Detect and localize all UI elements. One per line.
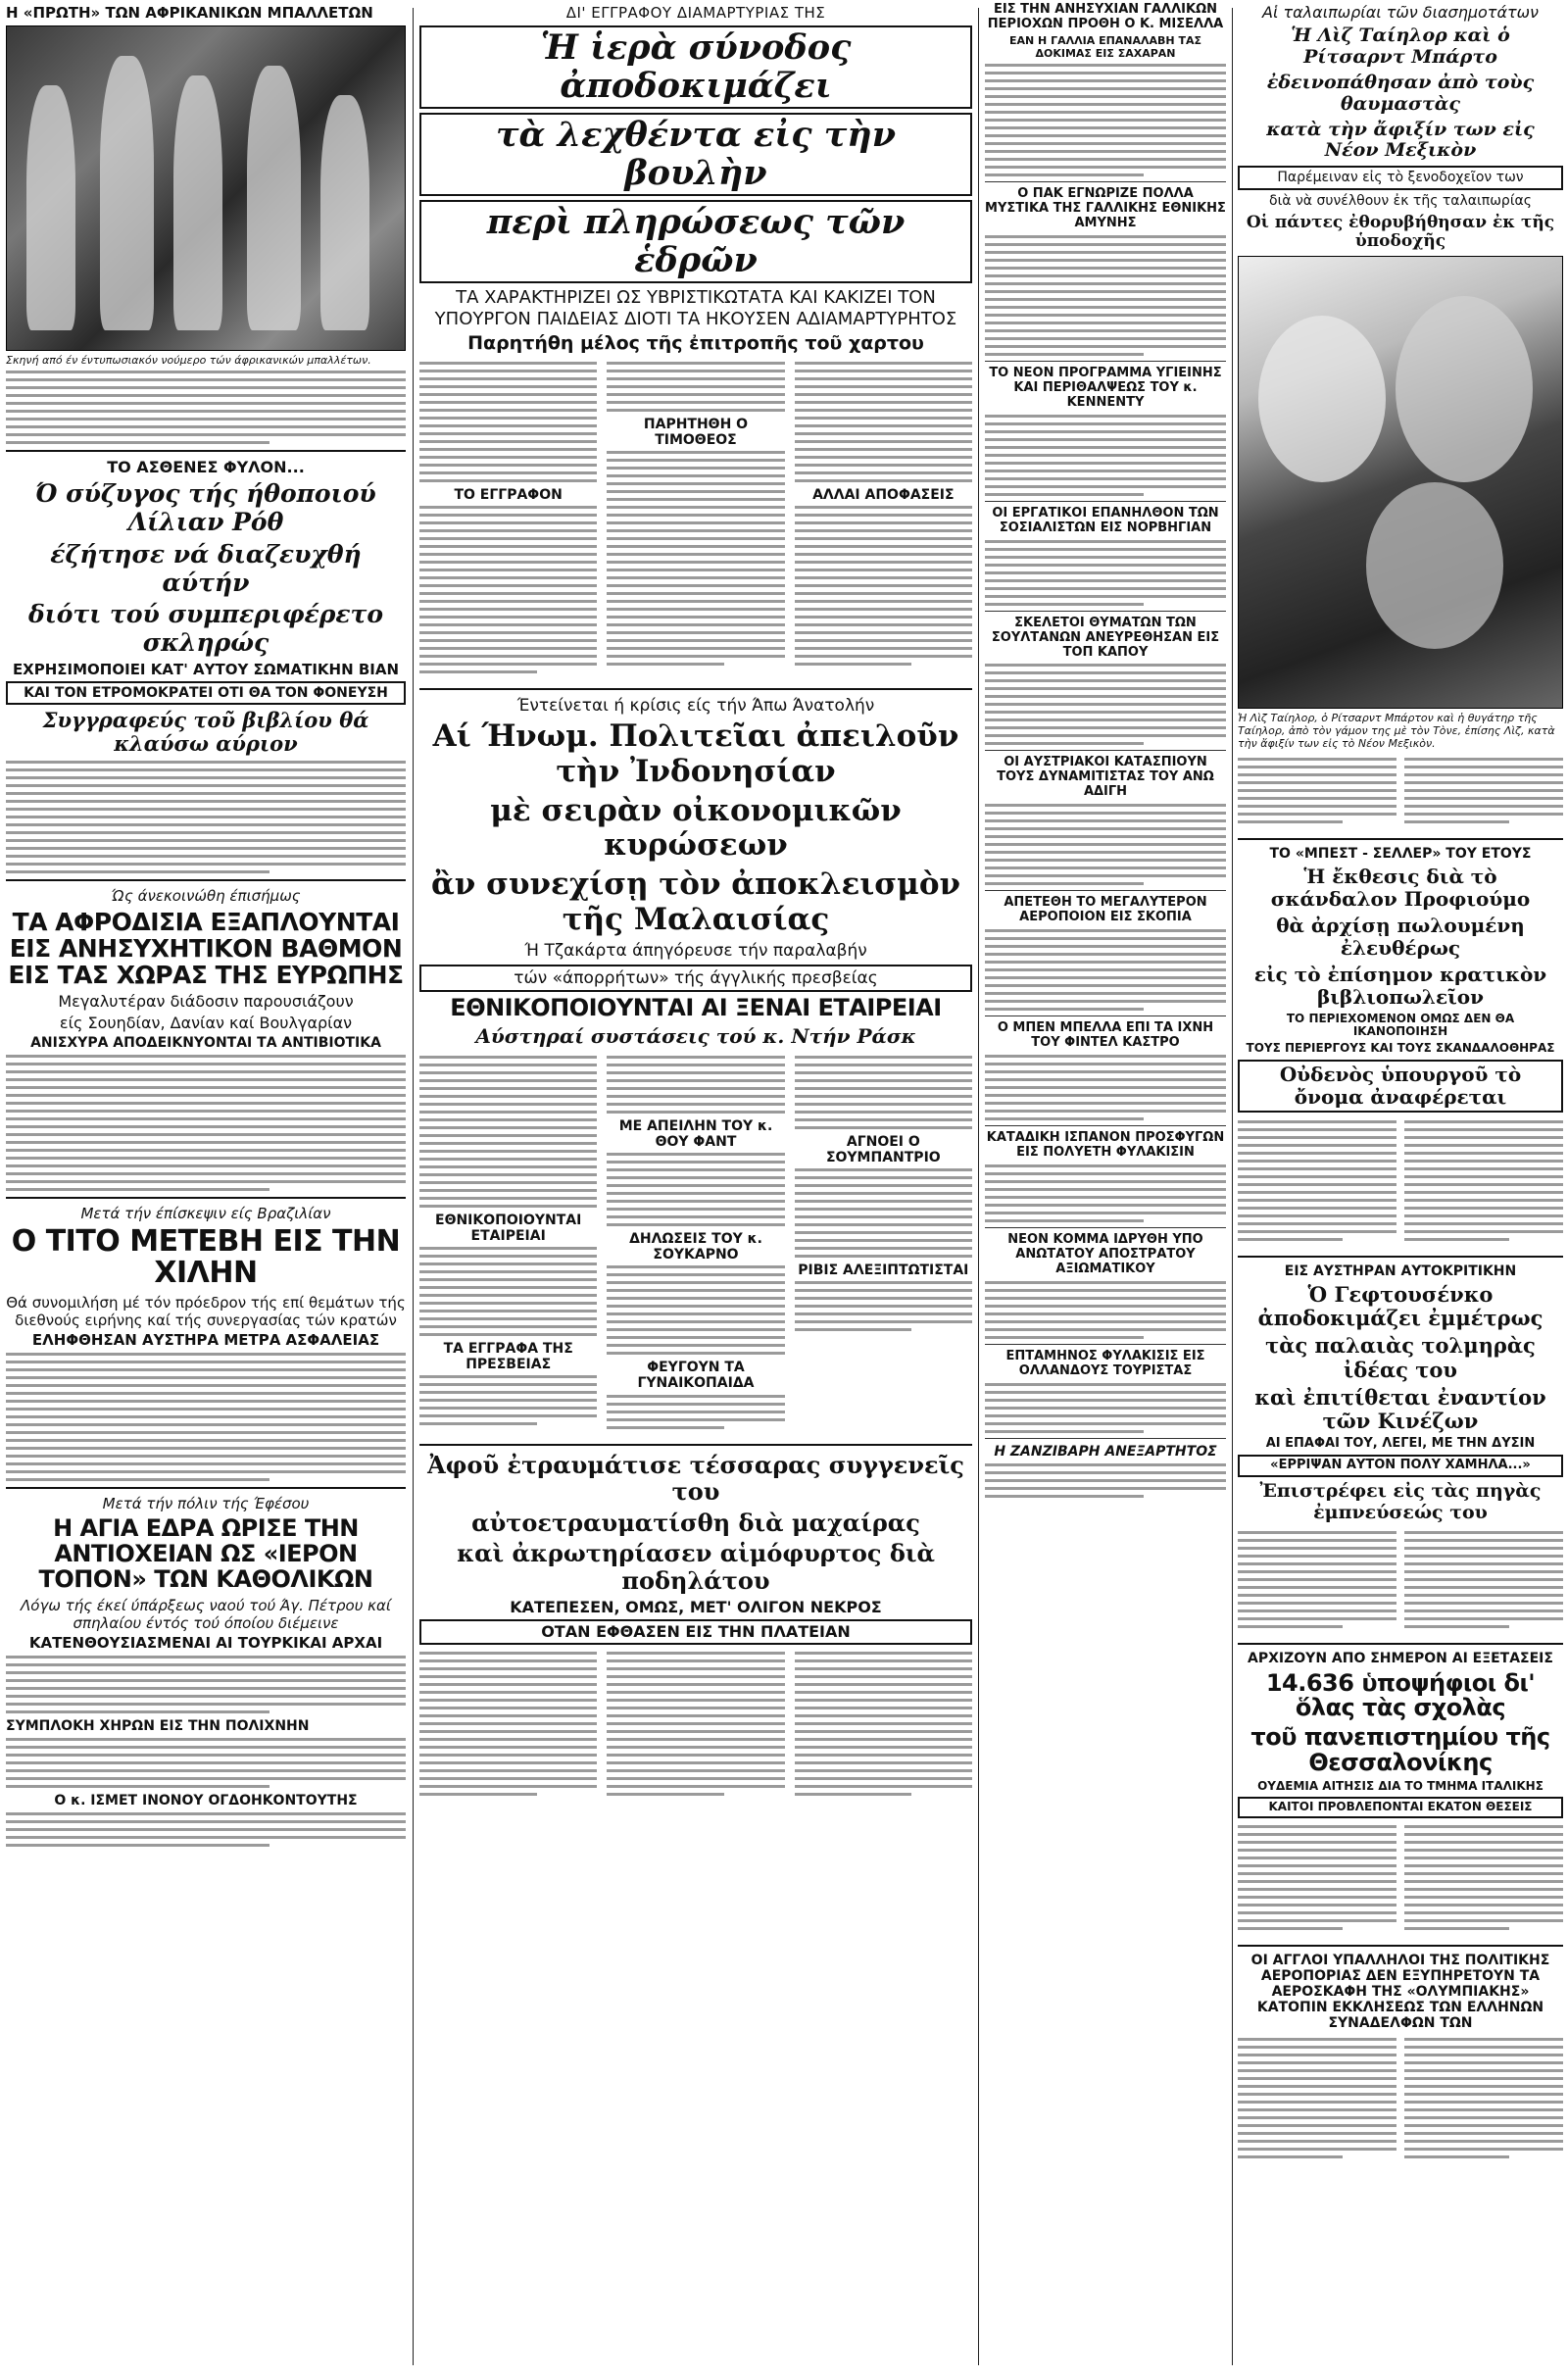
indonesia-kicker: Έντείνεται ή κρίσις είς τήν Άπω Άνατολήν (516, 696, 875, 717)
kennedy-headline: ΤΟ ΝΕΟΝ ΠΡΟΓΡΑΜΜΑ ΥΓΙΕΙΝΗΣ ΚΑΙ ΠΕΡΙΘΑΛΨΕΩΣ ΤΟΥ κ. ΚΕΝΝΕΝΤΥ (989, 365, 1222, 410)
section-allai: ΑΛΛΑΙ ΑΠΟΦΑΣΕΙΣ (812, 486, 955, 503)
column-left (6, 0, 406, 2377)
synod-headline-3: περὶ πληρώσεως τῶν ἑδρῶν (419, 200, 972, 283)
column-center (419, 0, 972, 2377)
taylor-subhead-1: Παρέμειναν εἰς τὸ ξενοδοχεῖον των (1238, 166, 1563, 190)
indonesia-headline-3: ἂν συνεχίσῃ τὸν ἀποκλεισμὸν τῆς Μαλαισίας (430, 867, 961, 937)
section-dil: ΔΗΛΩΣΕΙΣ ΤΟΥ κ. ΣΟΥΚΑΡΝΟ (629, 1231, 762, 1263)
section-ethnik: ΕΘΝΙΚΟΠΟΙΟΥΝΤΑΙ ΕΤΑΙΡΕΙΑΙ (435, 1213, 582, 1245)
taylor-article-columns (1238, 754, 1563, 832)
section-rivis: ΡΙΒΙΣ ΑΛΕΞΙΠΤΩΤΙΣΤΑΙ (798, 1263, 969, 1279)
ballet-headline: Η «ΠΡΩΤΗ» ΤΩΝ ΑΦΡΙΚΑΝΙΚΩΝ ΜΠΑΛΛΕΤΩΝ (6, 4, 373, 22)
indonesia-article-columns (419, 1052, 972, 1438)
synod-headline-2: τὰ λεχθέντα εἰς τὴν βουλὴν (419, 113, 972, 196)
olympic-headline: ΟΙ ΑΓΓΛΟΙ ΥΠΑΛΛΗΛΟΙ ΤΗΣ ΠΟΛΙΤΙΚΗΣ ΑΕΡΟΠΟΡΙΑΣ ΔΕΝ ΕΞΥΠΗΡΕΤΟΥΝ ΤΑ ΑΕΡΟΣΚΑΦΗ ΤΗΣ «ΟΛΥΜΠΙΑΚΗΣ» ΚΑΤΟΠΙΝ ΕΚΚΛΗΣΕΩΣ ΤΩΝ ΕΛΛΗΝΩΝ ΣΥΝΑΔΕΛΦΩΝ ΤΩΝ (1250, 1952, 1550, 2032)
taylor-photo-caption: Ἡ Λὶζ Ταίηλορ, ὁ Ρίτσαρντ Μπάρτον καὶ ἡ θυγάτηρ τῆς Ταίηλορ, ἀπὸ τὸν γάμον της μὲ τὸν Τὸνε, ἐπίσης Λὶζ, κατὰ τὴν ἄφιξίν των εἰς τὸ Νέον Μεξικὸν. (1238, 711, 1555, 751)
section-apeili: ΜΕ ΑΠΕΙΛΗΝ ΤΟΥ κ. ΘΟΥ ΦΑΝΤ (618, 1118, 773, 1151)
taylor-subhead-2: διὰ νὰ συνέλθουν ἐκ τῆς ταλαιπωρίας (1269, 193, 1532, 210)
austria-body (985, 804, 1226, 885)
exams-headline-2: τοῦ πανεπιστημίου τῆς Θεσσαλονίκης (1250, 1723, 1550, 1777)
exams-kicker: ΑΡΧΙΖΟΥΝ ΑΠΟ ΣΗΜΕΡΟΝ ΑΙ ΕΞΕΤΑΣΕΙΣ (1248, 1651, 1553, 1667)
profumo-headline-3: εἰς τὸ ἐπίσημον κρατικὸν βιβλιοπωλεῖον (1253, 962, 1547, 1009)
exams-subhead-1: ΟΥΔΕΜΙΑ ΑΙΤΗΣΙΣ ΔΙΑ ΤΟ ΤΜΗΜΑ ΙΤΑΛΙΚΗΣ (1257, 1779, 1544, 1794)
knife-headline-3: καὶ ἀκρωτηρίασεν αἱμόφυρτος διὰ ποδηλάτου (457, 1539, 935, 1595)
column-rule (1232, 8, 1233, 2365)
castro-headline: Ο ΜΠΕΝ ΜΠΕΛΛΑ ΕΠΙ ΤΑ ΙΧΝΗ ΤΟΥ ΦΙΝΤΕΛ ΚΑΣΤΡΟ (997, 1020, 1214, 1051)
nato-body (985, 235, 1226, 356)
taylor-headline-3: κατὰ τὴν ἄφιξίν των εἰς Νέον Μεξικὸν (1266, 118, 1535, 162)
skopje-headline: ΑΠΕΤΕΘΗ ΤΟ ΜΕΓΑΛΥΤΕΡΟΝ ΑΕΡΟΠΟΙΟΝ ΕΙΣ ΣΚΟΠΙΑ (1004, 895, 1207, 925)
ballet-photo (6, 25, 406, 351)
profumo-headline-2: θὰ ἀρχίσῃ πωλουμένη ἐλευθέρως (1276, 913, 1525, 960)
spain-headline: ΚΑΤΑΔΙΚΗ ΙΣΠΑΝΟΝ ΠΡΟΣΦΥΓΩΝ ΕΙΣ ΠΟΛΥΕΤΗ ΦΥΛΑΚΙΣΙΝ (986, 1130, 1225, 1160)
roth-headline-2: έζήτησε νά διαζευχθή αύτήν (50, 539, 362, 597)
yevtushenko-headline-3: καὶ ἐπιτίθεται ἐναντίον τῶν Κινέζων (1254, 1384, 1546, 1433)
knife-headline-1: Ἀφοῦ ἐτραυμάτισε τέσσαρας συγγενεῖς του (427, 1450, 964, 1507)
profumo-headline-1: Ἡ ἔκθεσις διὰ τὸ σκάνδαλον Προφιούμο (1270, 864, 1531, 911)
yevtushenko-headline-4: Ἐπιστρέφει εἰς τὰς πηγὰς ἐμπνεύσεώς του (1259, 1479, 1542, 1523)
sahara-headline: ΕΙΣ ΤΗΝ ΑΝΗΣΥΧΙΑΝ ΓΑΛΛΙΚΩΝ ΠΕΡΙΟΧΩΝ ΠΡΟΘΗ Ο Κ. ΜΙΣΕΛΛΑ (987, 2, 1224, 31)
prison-headline: ΕΠΤΑΜΗΝΟΣ ΦΥΛΑΚΙΣΙΣ ΕΙΣ ΟΛΛΑΝΔΟΥΣ ΤΟΥΡΙΣΤΑΣ (1005, 1348, 1205, 1378)
nationalization-headline: ΕΘΝΙΚΟΠΟΙΟΥΝΤΑΙ ΑΙ ΞΕΝΑΙ ΕΤΑΙΡΕΙΑΙ (450, 994, 942, 1022)
indonesia-subhead-1: Ή Τζακάρτα άπηγόρευσε τήν παραλαβήν (524, 941, 867, 962)
knife-subhead-1: ΚΑΤΕΠΕΣΕΝ, ΟΜΩΣ, ΜΕΤ' ΟΛΙΓΟΝ ΝΕΚΡΟΣ (510, 1597, 882, 1616)
olympic-article-columns (1238, 2034, 1563, 2167)
indonesia-subhead-2: τών «άπορρήτων» τής άγγλικής πρεσβείας (419, 965, 972, 992)
profumo-kicker: ΤΟ «ΜΠΕΣΤ - ΣΕΛΛΕΡ» ΤΟΥ ΕΤΟΥΣ (1269, 845, 1532, 862)
tito-headline: Ο ΤΙΤΟ ΜΕΤΕΒΗ ΕΙΣ ΤΗΝ ΧΙΛΗΝ (11, 1223, 401, 1291)
column-right (1238, 0, 1563, 2377)
aphrodisia-subhead-1: Μεγαλυτέραν διάδοσιν παρουσιάζουν (58, 991, 354, 1011)
ballet-photo-caption: Σκηνή από έν έντυπωσιακόν νούμερο τών άφρικανικών μπαλλέτων. (6, 354, 371, 367)
tito-kicker: Μετά τήν έπίσκεψιν είς Βραζιλίαν (80, 1204, 331, 1222)
austria-headline: ΟΙ ΑΥΣΤΡΙΑΚΟΙ ΚΑΤΑΣΠΙΟΥΝ ΤΟΥΣ ΔΥΝΑΜΙΤΙΣΤΑΣ ΤΟΥ ΑΝΩ ΑΔΙΓΗ (997, 755, 1214, 800)
roth-subhead-1: ΕΧΡΗΣΙΜΟΠΟΙΕΙ ΚΑΤ' ΑΥΤΟΥ ΣΩΜΑΤΙΚΗΝ ΒΙΑΝ (12, 660, 400, 678)
section-paraitisi: ΠΑΡΗΤΗΘΗ Ο ΤΙΜΟΘΕΟΣ (643, 416, 749, 449)
sahara-subhead: ΕΑΝ Η ΓΑΛΛΙΑ ΕΠΑΝΑΛΑΒΗ ΤΑΣ ΔΟΚΙΜΑΣ ΕΙΣ ΣΑΧΑΡΑΝ (1008, 33, 1201, 60)
inonu-headline: Ο κ. ΙΣΜΕΤ ΙΝΟΝΟΥ ΟΓΔΟΗΚΟΝΤΟΥΤΗΣ (54, 1793, 358, 1809)
yevtushenko-kicker: ΕΙΣ ΑΥΣΤΗΡΑΝ ΑΥΤΟΚΡΙΤΙΚΗΝ (1284, 1263, 1517, 1279)
ephesus-subhead-2: ΚΑΤΕΝΘΟΥΣΙΑΣΜΕΝΑΙ ΑΙ ΤΟΥΡΚΙΚΑΙ ΑΡΧΑΙ (28, 1633, 383, 1652)
prison-body (985, 1383, 1226, 1433)
column-rule (413, 8, 414, 2365)
roth-headline-1: Ό σύζυγος τής ήθοποιού Λίλιαν Ρόθ (35, 479, 376, 537)
taylor-headline-1: Ἡ Λὶζ Ταίηλορ καὶ ὁ Ρίτσαρντ Μπάρτο (1291, 25, 1510, 69)
indonesia-headline-2: μὲ σειρὰν οἰκονομικῶν κυρώσεων (490, 792, 902, 864)
column-news-briefs (985, 0, 1226, 2377)
roth-headline-4: Συγγραφεύς τοῦ βιβλίου θά κλαύσω αύριον (42, 708, 369, 757)
ballet-article-body (6, 371, 406, 444)
synod-headline-1: Ἡ ἱερὰ σύνοδος ἀποδοκιμάζει (419, 25, 972, 109)
party-headline: ΝΕΟΝ ΚΟΜΜΑ ΙΔΡΥΘΗ ΥΠΟ ΑΝΩΤΑΤΟΥ ΑΠΟΣΤΡΑΤΟΥ ΑΞΙΩΜΑΤΙΚΟΥ (1007, 1231, 1203, 1276)
spain-body (985, 1164, 1226, 1222)
ephesus-headline: Η ΑΓΙΑ ΕΔΡΑ ΩΡΙΣΕ ΤΗΝ ΑΝΤΙΟΧΕΙΑΝ ΩΣ «ΙΕΡΟΝ ΤΟΠΟΝ» ΤΩΝ ΚΑΘΟΛΙΚΩΝ (38, 1514, 373, 1593)
exams-article-columns (1238, 1821, 1563, 1939)
widows-headline: ΣΥΜΠΛΟΚΗ ΧΗΡΩΝ ΕΙΣ ΤΗΝ ΠΟΛΙΧΝΗΝ (6, 1717, 310, 1734)
yevtushenko-headline-1: Ὁ Γεφτουσένκο ἀποδοκιμάζει ἐμμέτρως (1257, 1282, 1544, 1331)
knife-article-columns (419, 1648, 972, 1805)
aphrodisia-article-body (6, 1055, 406, 1191)
exams-subhead-2: ΚΑΙΤΟΙ ΠΡΟΒΛΕΠΟΝΤΑΙ ΕΚΑΤΟΝ ΘΕΣΕΙΣ (1238, 1797, 1563, 1818)
roth-subhead-2: ΚΑΙ ΤΟΝ ΕΤΡΟΜΟΚΡΑΤΕΙ ΟΤΙ ΘΑ ΤΟΝ ΦΟΝΕΥΣΗ (6, 681, 406, 705)
yevtushenko-article-columns (1238, 1527, 1563, 1637)
exams-headline-1: 14.636 ὑποψήφιοι δι' ὅλας τὰς σχολὰς (1265, 1668, 1536, 1722)
section-feugoun: ΦΕΥΓΟΥΝ ΤΑ ΓΥΝΑΙΚΟΠΑΙΔΑ (637, 1360, 755, 1392)
synod-subhead-2: Παρητήθη μέλος τῆς ἐπιτροπῆς τοῦ χαρτου (467, 332, 924, 355)
zanzibar-headline: Η ΖΑΝΖΙΒΑΡΗ ΑΝΕΞΑΡΤΗΤΟΣ (994, 1443, 1217, 1460)
widows-article-body (6, 1738, 406, 1788)
tito-subhead-1: Θά συνομιλήση μέ τόν πρόεδρον τής επί θεμάτων τής διεθνούς ειρήνης καί τής συνεργασίας τών κρατών (6, 1293, 406, 1329)
roth-article-body (6, 761, 406, 873)
taylor-burton-photo (1238, 256, 1563, 709)
yevtushenko-subhead-1: ΑΙ ΕΠΑΦΑΙ ΤΟΥ, ΛΕΓΕΙ, ΜΕ ΤΗΝ ΔΥΣΙΝ (1265, 1435, 1536, 1451)
inonu-article-body (6, 1812, 406, 1847)
ephesus-article-body (6, 1656, 406, 1713)
taylor-headline-4: Οἱ πάντες ἐθορυβήθησαν ἐκ τῆς ὑποδοχῆς (1246, 212, 1555, 252)
party-body (985, 1281, 1226, 1339)
knife-headline-2: αὐτοετραυματίσθη διὰ μαχαίρας (471, 1508, 920, 1537)
section-eggrafa: ΤΑ ΕΓΓΡΑΦΑ ΤΗΣ ΠΡΕΣΒΕΙΑΣ (443, 1341, 573, 1373)
nato-headline: Ο ΠΑΚ ΕΓΝΩΡΙΖΕ ΠΟΛΛΑ ΜΥΣΤΙΚΑ ΤΗΣ ΓΑΛΛΙΚΗΣ ΕΘΝΙΚΗΣ ΑΜΥΝΗΣ (985, 186, 1226, 231)
knife-subhead-2: ΟΤΑΝ ΕΦΘΑΣΕΝ ΕΙΣ ΤΗΝ ΠΛΑΤΕΙΑΝ (419, 1619, 972, 1645)
yevtushenko-subhead-2: «ΕΡΡΙΨΑΝ ΑΥΤΟΝ ΠΟΛΥ ΧΑΜΗΛΑ...» (1238, 1455, 1563, 1477)
roth-headline-3: διότι τού συμπεριφέρετο σκληρώς (27, 600, 384, 658)
norway-headline: ΟΙ ΕΡΓΑΤΙΚΟΙ ΕΠΑΝΗΛΘΟΝ ΤΩΝ ΣΟΣΙΑΛΙΣΤΩΝ ΕΙΣ ΝΟΡΒΗΓΙΑΝ (992, 505, 1219, 535)
section-tag-asthenes: ΤΟ ΑΣΘΕΝΕΣ ΦΥΛΟΝ... (107, 458, 305, 477)
aphrodisia-subhead-3: ΑΝΙΣΧΥΡΑ ΑΠΟΔΕΙΚΝΥΟΝΤΑΙ ΤΑ ΑΝΤΙΒΙΟΤΙΚΑ (30, 1034, 381, 1051)
taylor-kicker: Αἱ ταλαιπωρίαι τῶν διασημοτάτων (1262, 3, 1539, 22)
nationalization-subhead: Αύστηραί συστάσεις τού κ. Ντήν Ράσκ (475, 1024, 916, 1048)
skeleton-body (985, 664, 1226, 745)
profumo-headline-4: Οὐδενὸς ὑπουργοῦ τὸ ὄνομα ἀναφέρεται (1238, 1060, 1563, 1113)
ephesus-subhead-1: Λόγω τής έκεί ύπάρξεως ναού τού Άγ. Πέτρου καί σπηλαίου έντός τού όποίου διέμεινε (21, 1596, 391, 1632)
column-rule (978, 8, 979, 2365)
castro-body (985, 1055, 1226, 1120)
ephesus-kicker: Μετά τήν πόλιν τής Έφέσου (102, 1495, 310, 1512)
aphrodisia-subhead-2: είς Σουηδίαν, Δανίαν καί Βουλγαρίαν (59, 1013, 353, 1032)
aphrodisia-kicker: Ώς άνεκοινώθη έπισήμως (111, 886, 301, 905)
yevtushenko-headline-2: τὰς παλαιὰς τολμηρὰς ἰδέας του (1265, 1333, 1536, 1382)
zanzibar-body (985, 1463, 1226, 1498)
profumo-subhead-2: ΤΟΥΣ ΠΕΡΙΕΡΓΟΥΣ ΚΑΙ ΤΟΥΣ ΣΚΑΝΔΑΛΟΘΗΡΑΣ (1246, 1041, 1555, 1056)
norway-body (985, 540, 1226, 606)
tito-article-body (6, 1353, 406, 1481)
aphrodisia-headline: ΤΑ ΑΦΡΟΔΙΣΙΑ ΕΞΑΠΛΟΥΝΤΑΙ ΕΙΣ ΑΝΗΣΥΧΗΤΙΚΟΝ ΒΑΘΜΟΝ ΕΙΣ ΤΑΣ ΧΩΡΑΣ ΤΗΣ ΕΥΡΩΠΗΣ (8, 907, 404, 989)
profumo-article-columns (1238, 1116, 1563, 1250)
skeleton-headline: ΣΚΕΛΕΤΟΙ ΘΥΜΑΤΩΝ ΤΩΝ ΣΟΥΛΤΑΝΩΝ ΑΝΕΥΡΕΘΗΣΑΝ ΕΙΣ ΤΟΠ ΚΑΠΟΥ (991, 615, 1220, 660)
kennedy-body (985, 415, 1226, 496)
profumo-subhead-1: ΤΟ ΠΕΡΙΕΧΟΜΕΝΟΝ ΟΜΩΣ ΔΕΝ ΘΑ ΙΚΑΝΟΠΟΙΗΣΗ (1286, 1011, 1515, 1039)
synod-article-columns (419, 358, 972, 682)
synod-kicker: ΔΙ' ΕΓΓΡΑΦΟΥ ΔΙΑΜΑΡΤΥΡΙΑΣ ΤΗΣ (565, 4, 826, 22)
skopje-body (985, 929, 1226, 1011)
section-soumpantrio: ΑΓΝΟΕΙ Ο ΣΟΥΜΠΑΝΤΡΙΟ (825, 1134, 941, 1166)
section-engrafo: ΤΟ ΕΓΓΡΑΦΟΝ (454, 486, 563, 503)
taylor-headline-2: ἐδεινοπάθησαν ἀπὸ τοὺς θαυμαστὰς (1266, 71, 1535, 115)
tito-subhead-2: ΕΛΗΦΘΗΣΑΝ ΑΥΣΤΗΡΑ ΜΕΤΡΑ ΑΣΦΑΛΕΙΑΣ (31, 1330, 380, 1349)
indonesia-headline-1: Αί Ήνωμ. Πολιτεῖαι ἀπειλοῦν τὴν Ἰνδονησίαν (432, 718, 959, 790)
synod-subhead-1: ΤΑ ΧΑΡΑΚΤΗΡΙΖΕΙ ΩΣ ΥΒΡΙΣΤΙΚΩΤΑΤΑ ΚΑΙ ΚΑΚΙΖΕΙ ΤΟΝ ΥΠΟΥΡΓΟΝ ΠΑΙΔΕΙΑΣ ΔΙΟΤΙ ΤΑ ΗΚΟΥΣΕΝ ΑΔΙΑΜΑΡΤΥΡΗΤΟΣ (434, 287, 957, 329)
sahara-body (985, 64, 1226, 176)
